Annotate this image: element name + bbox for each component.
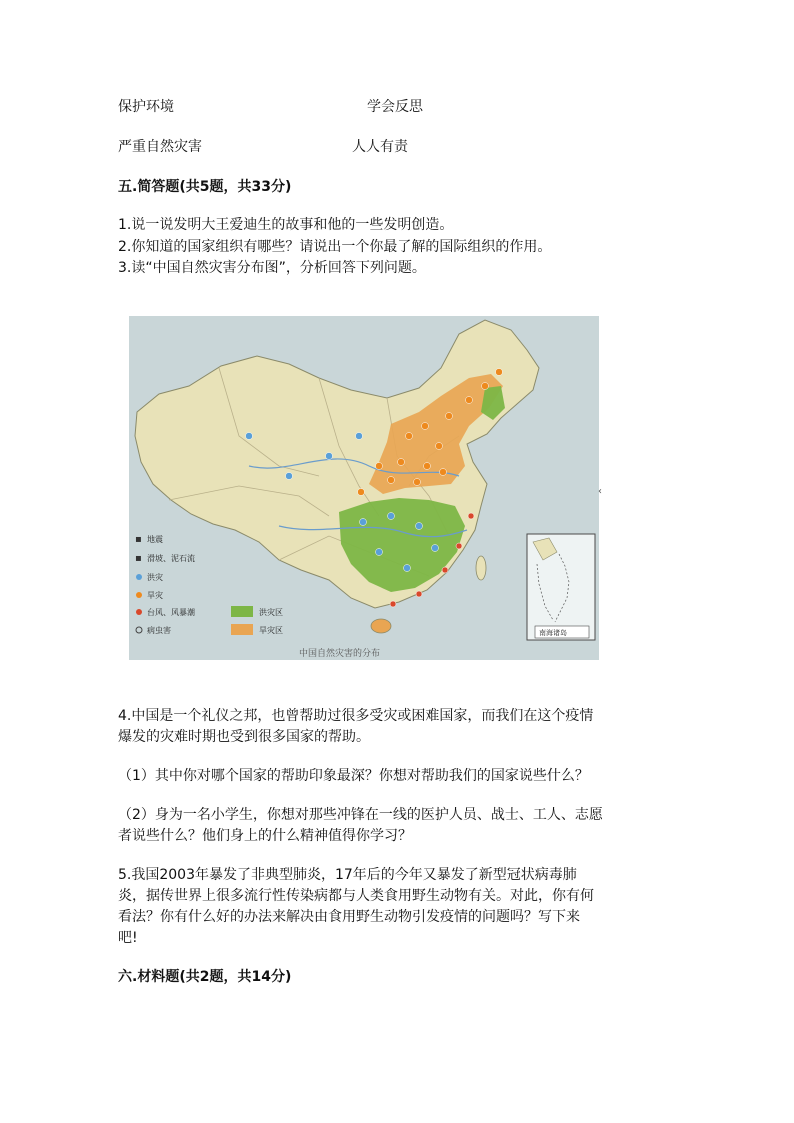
question-4-line2: 爆发的灾难时期也受到很多国家的帮助。 bbox=[118, 729, 370, 745]
stray-mark: ‹ bbox=[598, 486, 602, 497]
section-5-heading: 五.简答题(共5题，共33分) bbox=[118, 179, 292, 195]
section-6-heading: 六.材料题(共2题，共14分) bbox=[118, 969, 292, 985]
question-5-line4: 吧! bbox=[118, 930, 138, 946]
south-china-sea-inset bbox=[527, 534, 595, 640]
taiwan-island bbox=[476, 556, 486, 580]
legend-drought-area: 旱灾区 bbox=[259, 626, 283, 635]
match-right-2: 人人有责 bbox=[352, 139, 408, 155]
legend-landslide: 滑坡、泥石流 bbox=[147, 554, 195, 563]
legend-flood-area: 洪灾区 bbox=[259, 608, 283, 617]
question-5-line3: 看法？你有什么好的办法来解决由食用野生动物引发疫情的问题吗？写下来 bbox=[118, 909, 580, 925]
legend-pest: 病虫害 bbox=[147, 626, 171, 635]
legend-drought: 旱灾 bbox=[147, 591, 163, 600]
question-4-sub2-line1: （2）身为一名小学生，你想对那些冲锋在一线的医护人员、战士、工人、志愿 bbox=[118, 807, 603, 823]
legend-typhoon: 台风、风暴潮 bbox=[147, 608, 195, 617]
legend-earthquake: 地震 bbox=[147, 535, 163, 544]
question-2: 2.你知道的国家组织有哪些？请说出一个你最了解的国际组织的作用。 bbox=[118, 239, 552, 255]
question-4-sub1: （1）其中你对哪个国家的帮助印象最深？你想对帮助我们的国家说些什么？ bbox=[118, 768, 589, 784]
svg-text:▪: ▪ bbox=[135, 553, 142, 564]
svg-text:▪: ▪ bbox=[135, 534, 142, 545]
inset-label: 南海诸岛 bbox=[539, 629, 567, 637]
map-caption: 中国自然灾害的分布 bbox=[299, 649, 381, 659]
question-4-sub2-line2: 者说些什么？他们身上的什么精神值得你学习？ bbox=[118, 828, 412, 844]
china-natural-disaster-map bbox=[129, 316, 599, 660]
question-1: 1.说一说发明大王爱迪生的故事和他的一些发明创造。 bbox=[118, 217, 454, 233]
match-left-1: 保护环境 bbox=[118, 99, 174, 115]
question-3: 3.读“中国自然灾害分布图”，分析回答下列问题。 bbox=[118, 260, 426, 276]
question-4-line1: 4.中国是一个礼仪之邦，也曾帮助过很多受灾或困难国家，而我们在这个疫情 bbox=[118, 708, 594, 724]
question-5-line2: 炎，据传世界上很多流行性传染病都与人类食用野生动物有关。对此，你有何 bbox=[118, 888, 594, 904]
match-left-2: 严重自然灾害 bbox=[118, 139, 202, 155]
legend-flood: 洪灾 bbox=[147, 573, 163, 582]
hainan-island bbox=[371, 619, 391, 633]
question-5-line1: 5.我国2003年暴发了非典型肺炎，17年后的今年又暴发了新型冠状病毒肺 bbox=[118, 867, 577, 883]
match-right-1: 学会反思 bbox=[367, 99, 423, 115]
